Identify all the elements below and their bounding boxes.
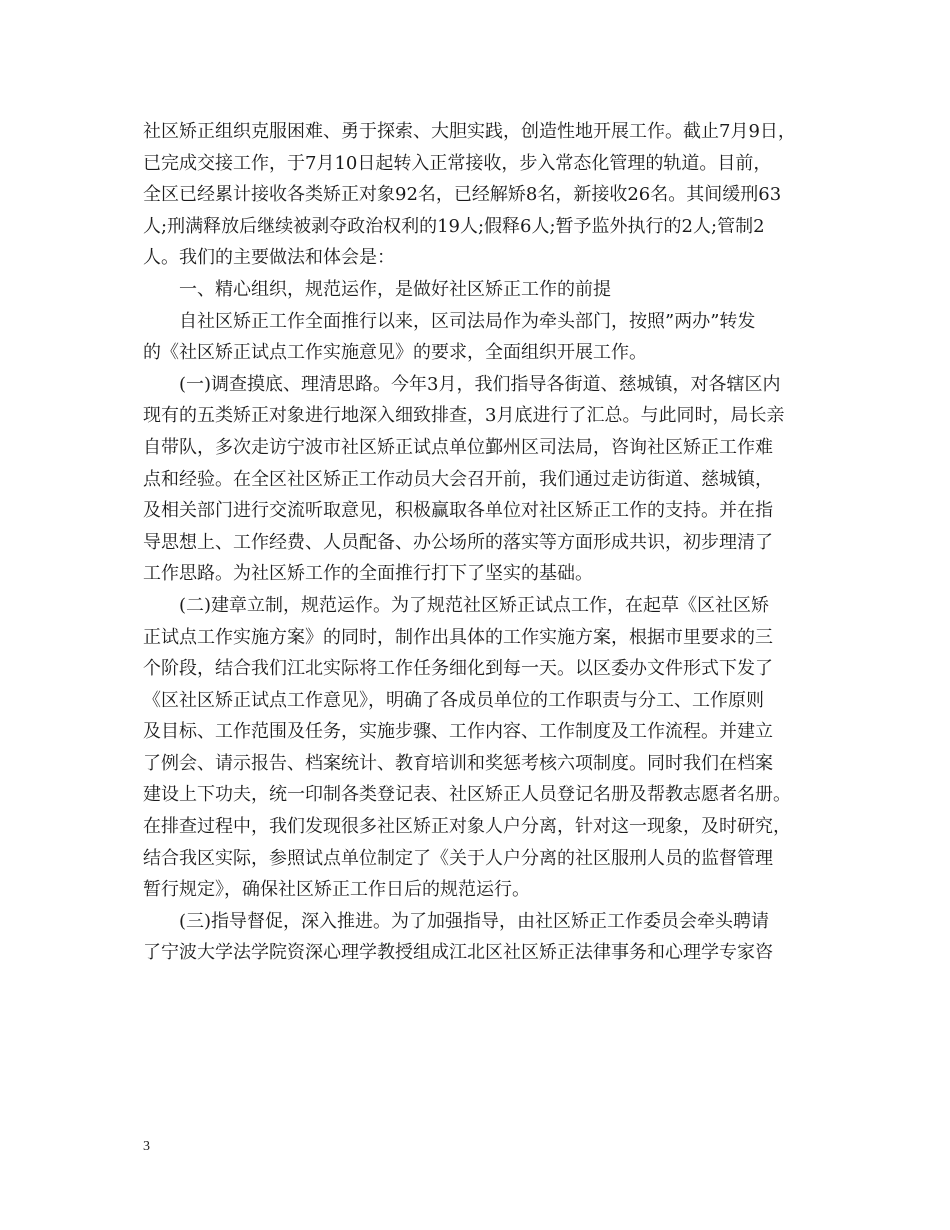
text-line: 人。我们的主要做法和体会是： [143, 247, 395, 269]
text-line: 工作思路。为社区矫工作的全面推行打下了坚实的基础。 [143, 563, 593, 585]
text-line: 已完成交接工作，于7月10日起转入正常接收，步入常态化管理的轨道。目前， [143, 152, 772, 174]
text-line: (二)建章立制，规范运作。为了规范社区矫正试点工作，在起草《区社区矫 [179, 594, 770, 616]
text-line: 点和经验。在全区社区矫正工作动员大会召开前，我们通过走访街道、慈城镇， [143, 468, 773, 490]
text-line: 了宁波大学法学院资深心理学教授组成江北区社区矫正法律事务和心理学专家咨 [143, 942, 773, 964]
text-line: 自带队，多次走访宁波市社区矫正试点单位鄞州区司法局，咨询社区矫正工作难 [143, 436, 773, 458]
text-line: 现有的五类矫正对象进行地深入细致排查，3月底进行了汇总。与此同时，局长亲 [143, 405, 785, 427]
text-line: (一)调查摸底、理清思路。今年3月，我们指导各街道、慈城镇，对各辖区内 [179, 373, 781, 395]
text-line: 全区已经累计接收各类矫正对象92名，已经解矫8名，新接收26名。其间缓刑63 [143, 184, 782, 206]
text-line: 在排查过程中，我们发现很多社区矫正对象人户分离，针对这一现象，及时研究， [143, 816, 791, 838]
text-line: 了例会、请示报告、档案统计、教育培训和奖惩考核六项制度。同时我们在档案 [143, 752, 773, 774]
text-line: 建设上下功夫，统一印制各类登记表、社区矫正人员登记名册及帮教志愿者名册。 [143, 784, 791, 806]
text-line: 正试点工作实施方案》的同时，制作出具体的工作实施方案，根据市里要求的三 [143, 626, 773, 648]
text-line: 及相关部门进行交流听取意见，积极赢取各单位对社区矫正工作的支持。并在指 [143, 500, 773, 522]
text-line: 导思想上、工作经费、人员配备、办公场所的落实等方面形成共识，初步理清了 [143, 531, 773, 553]
text-line: 及目标、工作范围及任务，实施步骤、工作内容、工作制度及工作流程。并建立 [143, 721, 773, 743]
text-line: (三)指导督促，深入推进。为了加强指导，由社区矫正工作委员会牵头聘请 [179, 910, 770, 932]
section-heading: 一、精心组织，规范运作，是做好社区矫正工作的前提 [179, 278, 611, 300]
text-line: 个阶段，结合我们江北实际将工作任务细化到每一天。以区委办文件形式下发了 [143, 658, 773, 680]
text-line: 暂行规定》，确保社区矫正工作日后的规范运行。 [143, 879, 530, 901]
text-line: 人;刑满释放后继续被剥夺政治权利的19人;假释6人;暂予监外执行的2人;管制2 [143, 215, 765, 237]
text-line: 结合我区实际，参照试点单位制定了《关于人户分离的社区服刑人员的监督管理 [143, 847, 773, 869]
body-text [143, 116, 818, 969]
text-line: 自社区矫正工作全面推行以来，区司法局作为牵头部门，按照”两办”转发 [179, 310, 756, 332]
text-line: 社区矫正组织克服困难、勇于探索、大胆实践，创造性地开展工作。截止7月9日， [143, 121, 796, 142]
page-number: 3 [143, 1139, 150, 1154]
text-line: 的《社区矫正试点工作实施意见》的要求，全面组织开展工作。 [143, 342, 647, 364]
text-line: 《区社区矫正试点工作意见》，明确了各成员单位的工作职责与分工、工作原则 [143, 689, 764, 711]
